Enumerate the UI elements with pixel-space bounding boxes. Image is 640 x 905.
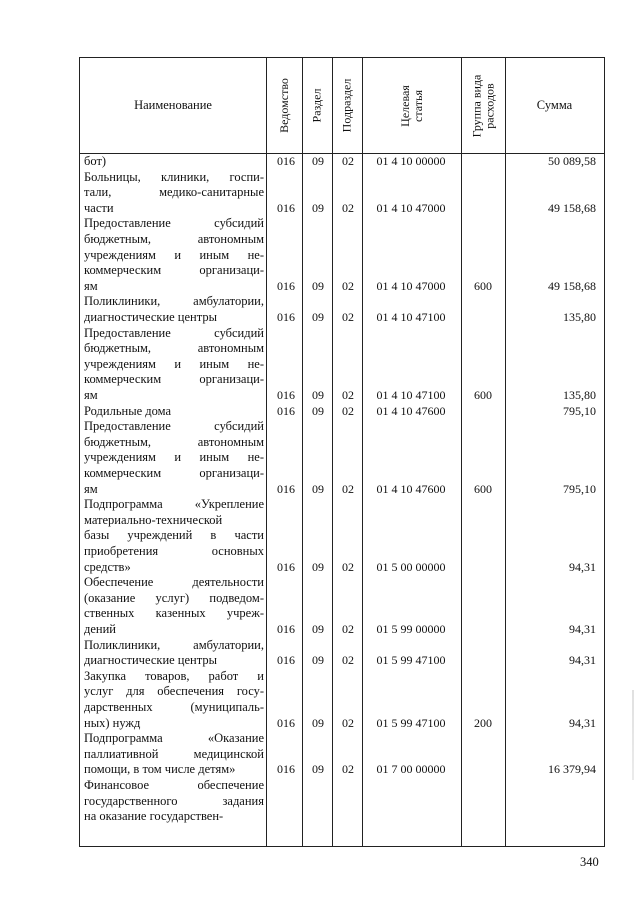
table-row [80, 778, 604, 825]
row-name [84, 216, 264, 294]
table-row [80, 154, 604, 170]
table-row [80, 575, 604, 637]
cell-gruppa: 600 [474, 481, 492, 496]
cell-razdel: 09 [312, 653, 324, 668]
row-name-line: Родильные дома [84, 403, 172, 418]
row-name [84, 669, 264, 731]
row-name-line: Закупка товаров, работ и [84, 668, 264, 683]
cell-podrazdel: 02 [342, 481, 354, 496]
cell-ved: 016 [277, 278, 295, 293]
cell-summa: 94,31 [569, 559, 596, 574]
row-name-line: диагностические центры [84, 309, 217, 324]
header-gruppa-cell [461, 58, 505, 153]
header-ved: Ведомство [276, 78, 291, 133]
row-name-line: диагностические центры [84, 653, 217, 668]
row-name [84, 154, 264, 170]
cell-razdel: 09 [312, 387, 324, 402]
cell-summa: 50 089,58 [548, 154, 596, 168]
row-name-line: ям [84, 481, 98, 496]
cell-celevaya: 01 5 99 47100 [376, 653, 446, 668]
row-name-line: ям [84, 387, 98, 402]
cell-ved: 016 [277, 481, 295, 496]
cell-razdel: 09 [312, 278, 324, 293]
row-name-line: услуг для обеспечения госу- [84, 684, 264, 699]
header-summa: Сумма [536, 98, 573, 112]
row-name-line: ям [84, 278, 98, 293]
cell-gruppa: 600 [474, 278, 492, 293]
row-name-line: коммерческим организаци- [84, 372, 264, 387]
row-name-line: Больницы, клиники, госпи- [84, 169, 264, 184]
header-gruppa [470, 74, 496, 137]
row-name [84, 778, 264, 825]
cell-celevaya: 01 4 10 47100 [376, 309, 446, 324]
cell-podrazdel: 02 [342, 653, 354, 668]
cell-celevaya: 01 4 10 47000 [376, 278, 446, 293]
row-name [84, 170, 264, 217]
cell-summa: 795,10 [563, 481, 596, 496]
row-name [84, 497, 264, 575]
table-header [80, 58, 604, 154]
cell-summa: 94,31 [569, 715, 596, 730]
cell-gruppa: 200 [474, 715, 492, 730]
cell-summa: 49 158,68 [548, 200, 596, 215]
cell-podrazdel: 02 [342, 621, 354, 636]
header-celevaya [398, 85, 424, 127]
row-name-line: учреждениям и иным не- [84, 356, 264, 371]
cell-razdel: 09 [312, 715, 324, 730]
table-row [80, 669, 604, 731]
header-podrazdel-cell [332, 58, 362, 153]
row-name-line: учреждениям и иным не- [84, 450, 264, 465]
row-name-line: помощи, в том числе детям» [84, 762, 236, 777]
row-name-line: бот) [84, 154, 107, 168]
page-number: 340 [580, 855, 599, 869]
row-name-line: базы учреждений в части [84, 528, 264, 543]
row-name-line: Подпрограмма «Укрепление [84, 497, 264, 512]
row-name [84, 404, 264, 420]
cell-ved: 016 [277, 653, 295, 668]
row-name-line: ных) нужд [84, 715, 141, 730]
cell-summa: 135,80 [563, 309, 596, 324]
cell-ved: 016 [277, 154, 295, 168]
cell-summa: 94,31 [569, 621, 596, 636]
cell-podrazdel: 02 [342, 715, 354, 730]
scan-edge-mark [632, 690, 634, 780]
row-name [84, 294, 264, 325]
cell-celevaya: 01 4 10 47600 [376, 481, 446, 496]
cell-ved: 016 [277, 403, 295, 418]
row-name-line: ственных казенных учреж- [84, 606, 264, 621]
header-celevaya-cell [362, 58, 461, 153]
header-ved-cell [266, 58, 302, 153]
header-gruppa-line2: расходов [482, 82, 496, 129]
cell-gruppa: 600 [474, 387, 492, 402]
table-row [80, 638, 604, 669]
cell-razdel: 09 [312, 559, 324, 574]
header-name: Наименование [134, 98, 212, 112]
cell-podrazdel: 02 [342, 200, 354, 215]
row-name [84, 419, 264, 497]
row-name-line: дарственных (муниципаль- [84, 699, 264, 714]
header-name-cell [80, 58, 266, 153]
table-row [80, 419, 604, 497]
row-name-line: Финансовое обеспечение [84, 778, 264, 792]
cell-celevaya: 01 4 10 47100 [376, 387, 446, 402]
row-name [84, 575, 264, 637]
header-celevaya-line2: статья [410, 89, 425, 122]
header-razdel-cell [302, 58, 332, 153]
table-row [80, 404, 604, 420]
header-razdel: Раздел [309, 88, 324, 123]
cell-celevaya: 01 4 10 47000 [376, 200, 446, 215]
cell-ved: 016 [277, 621, 295, 636]
table-row [80, 294, 604, 325]
cell-podrazdel: 02 [342, 403, 354, 418]
cell-podrazdel: 02 [342, 309, 354, 324]
row-name-line: Предоставление субсидий [84, 419, 264, 434]
cell-summa: 16 379,94 [548, 762, 596, 777]
cell-summa: 94,31 [569, 653, 596, 668]
row-name-line: Подпрограмма «Оказание [84, 731, 264, 746]
budget-table [79, 57, 605, 847]
row-name [84, 731, 264, 778]
cell-ved: 016 [277, 200, 295, 215]
row-name [84, 638, 264, 669]
row-name-line: бюджетным, автономным [84, 341, 264, 356]
cell-ved: 016 [277, 715, 295, 730]
cell-razdel: 09 [312, 621, 324, 636]
cell-celevaya: 01 4 10 47600 [376, 403, 446, 418]
cell-razdel: 09 [312, 309, 324, 324]
cell-podrazdel: 02 [342, 154, 354, 168]
cell-celevaya: 01 5 00 00000 [376, 559, 446, 574]
cell-razdel: 09 [312, 762, 324, 777]
cell-summa: 135,80 [563, 387, 596, 402]
cell-celevaya: 01 7 00 00000 [376, 762, 446, 777]
table-row [80, 216, 604, 294]
cell-razdel: 09 [312, 403, 324, 418]
cell-podrazdel: 02 [342, 559, 354, 574]
row-name-line: бюджетным, автономным [84, 231, 264, 246]
cell-razdel: 09 [312, 481, 324, 496]
row-name-line: паллиативной медицинской [84, 746, 264, 761]
cell-podrazdel: 02 [342, 762, 354, 777]
row-name-line: коммерческим организаци- [84, 263, 264, 278]
row-name-line: тали, медико-санитарные [84, 185, 264, 200]
row-name-line: Поликлиники, амбулатории, [84, 294, 264, 309]
row-name-line: на оказание государствен- [84, 809, 224, 824]
cell-razdel: 09 [312, 154, 324, 168]
row-name-line: средств» [84, 559, 131, 574]
row-name-line: части [84, 200, 114, 215]
table-row [80, 170, 604, 217]
row-name-line: учреждениям и иным не- [84, 247, 264, 262]
cell-razdel: 09 [312, 200, 324, 215]
cell-ved: 016 [277, 762, 295, 777]
row-name-line: приобретения основных [84, 543, 264, 558]
row-name-line: Поликлиники, амбулатории, [84, 637, 264, 652]
row-name-line: дений [84, 621, 116, 636]
row-name-line: Предоставление субсидий [84, 325, 264, 340]
row-name-line: коммерческим организаци- [84, 465, 264, 480]
cell-summa: 49 158,68 [548, 278, 596, 293]
cell-podrazdel: 02 [342, 387, 354, 402]
header-celevaya-line1: Целевая [397, 84, 412, 127]
row-name-line: Предоставление субсидий [84, 216, 264, 231]
header-podrazdel: Подраздел [339, 78, 354, 133]
row-name-line: Обеспечение деятельности [84, 575, 264, 590]
table-row [80, 326, 604, 404]
cell-summa: 795,10 [563, 403, 596, 418]
cell-podrazdel: 02 [342, 278, 354, 293]
cell-celevaya: 01 5 99 00000 [376, 621, 446, 636]
cell-ved: 016 [277, 559, 295, 574]
cell-celevaya: 01 4 10 00000 [376, 154, 446, 168]
cell-ved: 016 [277, 309, 295, 324]
row-name-line: государственного задания [84, 793, 264, 808]
cell-ved: 016 [277, 387, 295, 402]
row-name-line: (оказание услуг) подведом- [84, 590, 264, 605]
table-row [80, 497, 604, 575]
cell-celevaya: 01 5 99 47100 [376, 715, 446, 730]
row-name-line: бюджетным, автономным [84, 434, 264, 449]
row-name-line: материально-технической [84, 512, 223, 527]
header-summa-cell [505, 58, 604, 153]
row-name [84, 326, 264, 404]
table-row [80, 731, 604, 778]
header-gruppa-line1: Группа вида [469, 74, 483, 137]
